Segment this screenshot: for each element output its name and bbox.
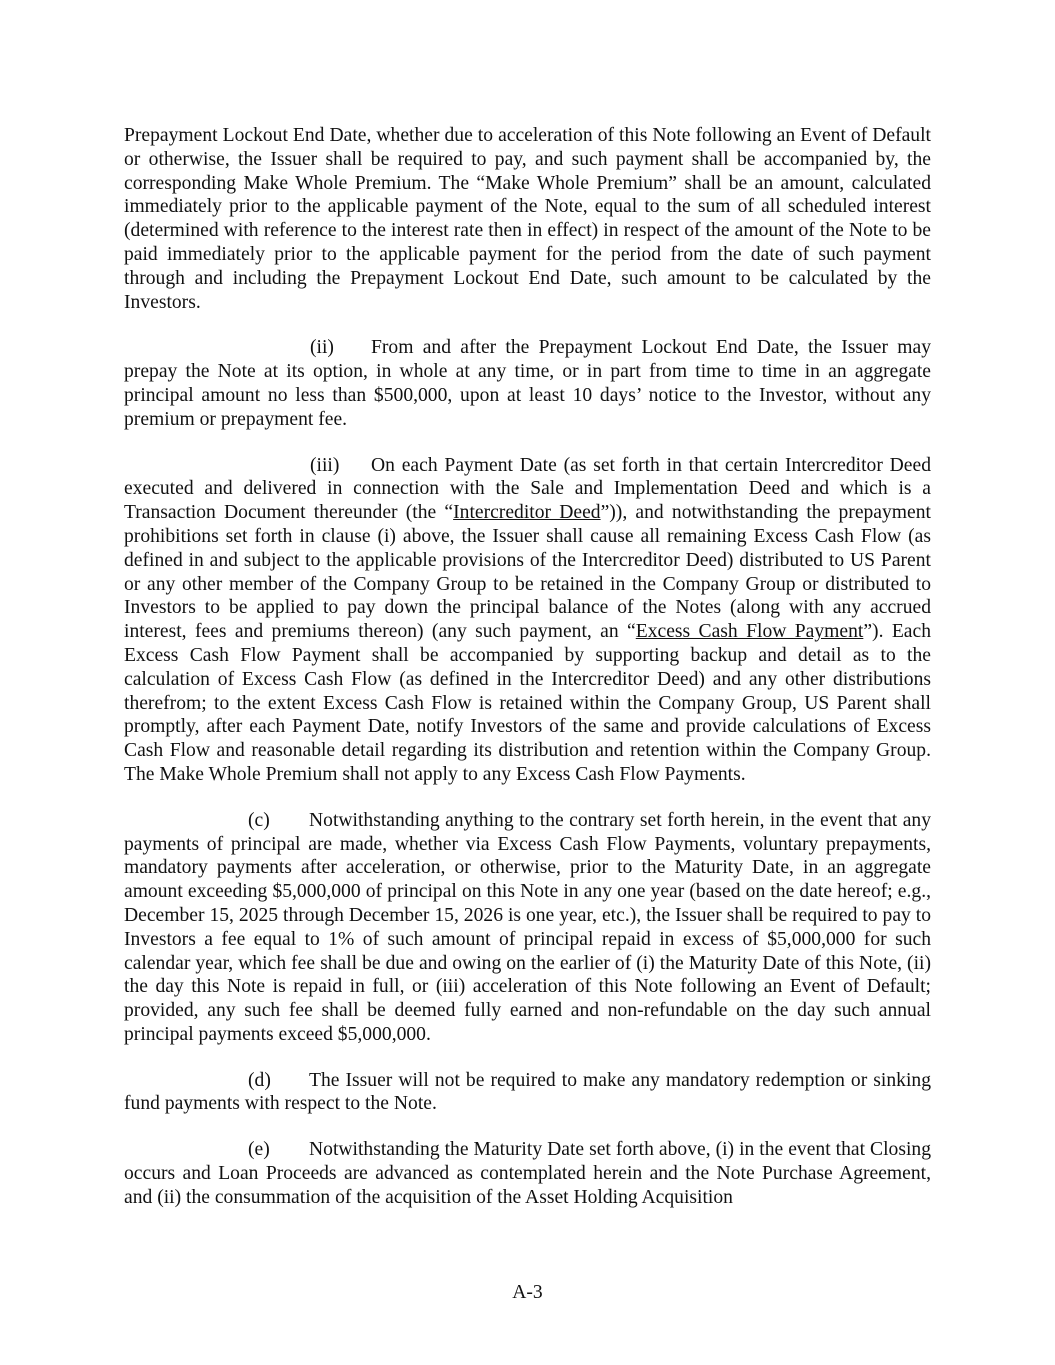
defined-term-intercreditor-deed: Intercreditor Deed <box>453 502 601 524</box>
clause-text: The Issuer will not be required to make any mandatory redemption or sinking fund payments with respect to the Note. <box>124 1069 931 1115</box>
clause-text-part-c: ”). Each Excess Cash Flow Payment shall be accompanied by supporting backup and detail as to the calculation of Excess Cash Flow (as defined in the Intercreditor Deed) and any other distributions therefrom; to the extent Excess Cash Flow is retained within the Company Group, US Parent shall promptly, after each Payment Date, notify Investors of the same and provide calculations of Excess Cash Flow and reasonable detail regarding its distribution and retention within the Company Group. The Make Whole Premium shall not apply to any Excess Cash Flow Payments. <box>124 621 932 785</box>
clause-text: Notwithstanding anything to the contrary set forth herein, in the event that any payments of principal are made, whether via Excess Cash Flow Payments, voluntary prepayments, mandatory payments after acceleration, or otherwise, prior to the Maturity Date, in an aggregate amount exceeding $5,000,000 of principal on this Note in any one year (based on the date hereof; e.g., December 15, 2025 through December 15, 2026 is one year, etc.), the Issuer shall be required to pay to Investors a fee equal to 1% of such amount of principal repaid in excess of $5,000,000 for such calendar year, which fee shall be due and owing on the earlier of (i) the Maturity Date of this Note, (ii) the day this Note is repaid in full, or (iii) acceleration of this Note following an Event of Default; provided, any such fee shall be deemed fully earned and non-refundable on the day such annual principal payments exceed $5,000,000. <box>124 809 931 1045</box>
document-body <box>124 124 931 1232</box>
clause-marker: (e) <box>248 1139 270 1161</box>
clause-marker: (d) <box>248 1069 271 1091</box>
paragraph-clause-d <box>124 1069 931 1117</box>
paragraph-clause-ii <box>124 336 931 431</box>
paragraph-clause-e <box>124 1138 931 1209</box>
clause-marker: (iii) <box>310 454 340 476</box>
clause-text-part-a: On each Payment Date (as set forth in that certain Intercreditor Deed executed and delivered in connection with the Sale and Implementation Deed and which is a Transaction Document thereunder (the “ <box>124 454 931 524</box>
clause-marker: (ii) <box>310 337 334 359</box>
clause-text: From and after the Prepayment Lockout End Date, the Issuer may prepay the Note at its option, in whole at any time, or in part from time to time in an aggregate principal amount no less than $500,000, upon at least 10 days’ notice to the Investor, without any premium or prepayment fee. <box>124 337 931 430</box>
paragraph-clause-c <box>124 809 931 1047</box>
defined-term-excess-cash-flow-payment: Excess Cash Flow Payment <box>635 621 864 643</box>
clause-marker: (c) <box>248 809 270 831</box>
paragraph-clause-iii <box>124 454 931 787</box>
page-number: A-3 <box>512 1282 543 1303</box>
paragraph-make-whole-premium: Prepayment Lockout End Date, whether due to acceleration of this Note following an Event of Default or otherwise, the Issuer shall be required to pay, and such payment shall be accompanied by, the corresponding Make Whole Premium. The “Make Whole Premium” shall be an amount, calculated immediately prior to the applicable payment of the Note, equal to the sum of all scheduled interest (determined with reference to the interest rate then in effect) in respect of the amount of the Note to be paid immediately prior to the applicable payment for the period from the date of such payment through and including the Prepayment Lockout End Date, such amount to be calculated by the Investors. <box>124 125 931 313</box>
clause-text: Notwithstanding the Maturity Date set forth above, (i) in the event that Closing occurs and Loan Proceeds are advanced as contemplated herein and the Note Purchase Agreement, and (ii) the consummation of the acquisition of the Asset Holding Acquisition <box>124 1139 931 1208</box>
clause-text-part-b: ”)), and notwithstanding the prepayment prohibitions set forth in clause (i) above, the Issuer shall cause all remaining Excess Cash Flow (as defined in and subject to the applicable provisions of the Intercreditor Deed) distributed to US Parent or any other member of the Company Group to be retained in the Company Group or distributed to Investors to be applied to pay down the principal balance of the Notes (along with any accrued interest, fees and premiums thereon) (any such payment, an “ <box>124 502 931 643</box>
